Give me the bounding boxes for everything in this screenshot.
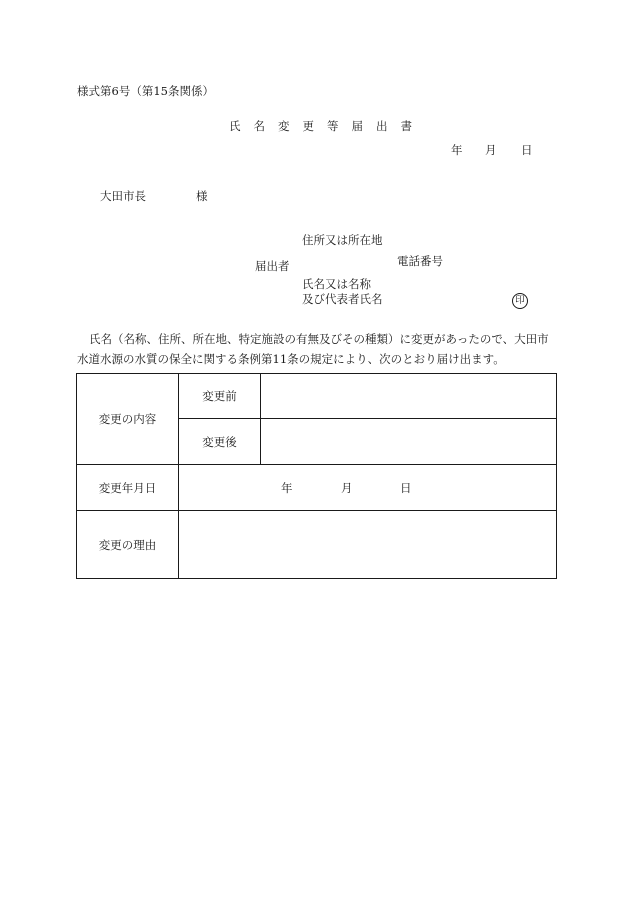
- change-date-field[interactable]: [179, 465, 557, 511]
- before-value-field[interactable]: [261, 374, 557, 419]
- name-label-1: 氏名又は名称: [302, 277, 371, 291]
- name-label-2: 及び代表者氏名: [302, 292, 383, 306]
- title-char: 書: [400, 119, 412, 133]
- addressee-honorific: 様: [196, 189, 208, 203]
- address-label: 住所又は所在地: [302, 233, 383, 247]
- applicant-label: 届出者: [255, 259, 290, 273]
- title-char: 氏: [229, 119, 241, 133]
- title-char: 出: [376, 119, 388, 133]
- date-label: 変更年月日: [77, 465, 179, 511]
- reason-field[interactable]: [179, 511, 557, 579]
- title-char: 更: [302, 119, 314, 133]
- body-line-2: 水道水源の水質の保全に関する条例第11条の規定により、次のとおり届け出ます。: [77, 352, 505, 366]
- body-paragraph: [77, 329, 557, 369]
- change-date-year: 年: [281, 480, 293, 495]
- change-form-table: [76, 373, 557, 579]
- date-day: 日: [521, 143, 533, 157]
- seal-icon: 印: [512, 293, 528, 309]
- after-value-field[interactable]: [261, 419, 557, 465]
- phone-label: 電話番号: [397, 254, 443, 268]
- title-char: 名: [253, 119, 265, 133]
- reason-label: 変更の理由: [77, 511, 179, 579]
- after-label: 変更後: [179, 419, 261, 465]
- before-label: 変更前: [179, 374, 261, 419]
- addressee-name: 大田市長: [100, 189, 146, 203]
- date-year: 年: [451, 143, 463, 157]
- title-char: 変: [278, 119, 290, 133]
- form-number: 様式第6号（第15条関係）: [77, 84, 214, 98]
- content-label: 変更の内容: [77, 374, 179, 465]
- seal-mark: [512, 293, 528, 309]
- change-date-month: 月: [341, 480, 353, 495]
- date-month: 月: [485, 143, 497, 157]
- body-line-1: 氏名（名称、住所、所在地、特定施設の有無及びその種類）に変更があったので、大田市: [89, 332, 549, 346]
- title-char: 等: [327, 119, 339, 133]
- document-title: [229, 121, 412, 133]
- title-char: 届: [351, 119, 363, 133]
- change-date-day: 日: [400, 480, 412, 495]
